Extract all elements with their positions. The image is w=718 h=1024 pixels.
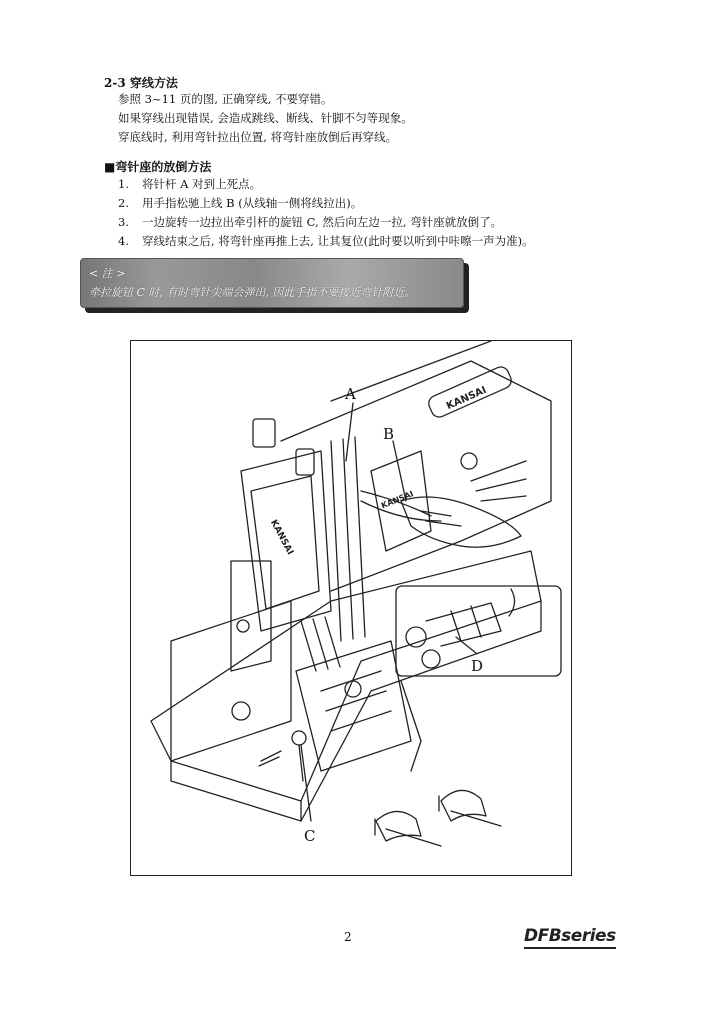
head-knob [253,419,275,447]
step-text: 穿线结束之后, 将弯针座再推上去, 让其复位(此时要以听到中咔嚓一声为准)。 [142,234,534,248]
looper-closeup-2 [376,811,421,841]
page-number: 2 [344,930,352,944]
step-1 [118,175,261,194]
looper-threads [386,811,501,846]
step-number: 4. [118,234,129,248]
bed-hole [232,702,250,720]
inset-details [451,606,481,641]
callout-d: D [471,657,484,675]
step-text: 一边旋转一边拉出牵引杆的旋钮 C, 然后向左边一拉, 弯针座就放倒了。 [142,215,503,229]
looper-hole [345,681,361,697]
step-3 [118,213,502,232]
callout-a: A [345,385,356,403]
leader-b [393,441,406,501]
step-text: 用手指松驰上线 B (从线轴一侧将线拉出)。 [142,196,363,210]
inset-looper-holder [426,603,501,646]
looper-arm [401,681,421,771]
looper-closeup-1 [441,790,486,821]
arm-logo-text: KANSAI [444,384,489,413]
head-logo-text: KANSAI [268,518,295,557]
inset-ring [406,627,426,647]
note-text: 牵拉旋钮 C 时, 有时弯针尖端会弹出, 因此手指不要接近弯针附近。 [89,286,416,299]
sewing-machine-drawing [131,341,571,875]
step-2 [118,194,362,213]
callout-b: B [383,425,395,443]
side-screw [237,620,249,632]
bed-side [171,761,301,821]
step-text: 将针杆 A 对到上死点。 [142,177,262,191]
note-title: < 注 > [89,267,126,280]
paragraph-3: 穿底线时, 利用弯针拉出位置, 将弯针座放倒后再穿线。 [118,130,398,144]
thread-guide [461,453,477,469]
tension-logo-text: KANSAI [379,489,415,511]
procedure-heading: ■弯针座的放倒方法 [104,160,212,174]
series-brand: DFBseries [524,926,616,949]
needle-bars [331,437,365,641]
pull-knob-shaft [299,745,303,781]
bed-front-edge [301,601,541,821]
machine-illustration [130,340,572,876]
paragraph-2: 如果穿线出现错误, 会造成跳线、断线、针脚不匀等现象。 [118,111,413,125]
step-number: 3. [118,215,129,229]
callout-c: C [304,827,316,845]
step-number: 2. [118,196,129,210]
thread-lines [471,461,526,501]
looper-parts [321,671,391,731]
caution-note [80,258,464,308]
fingers [421,511,461,526]
pull-knob [292,731,306,745]
step-number: 1. [118,177,129,191]
pull-direction-arrow [259,751,281,766]
step-4 [118,232,534,251]
leader-c [301,745,311,821]
inset-ring-2 [422,650,440,668]
paragraph-1: 参照 3~11 页的图, 正确穿线, 不要穿错。 [118,92,333,106]
section-heading: 2-3 穿线方法 [104,76,178,90]
